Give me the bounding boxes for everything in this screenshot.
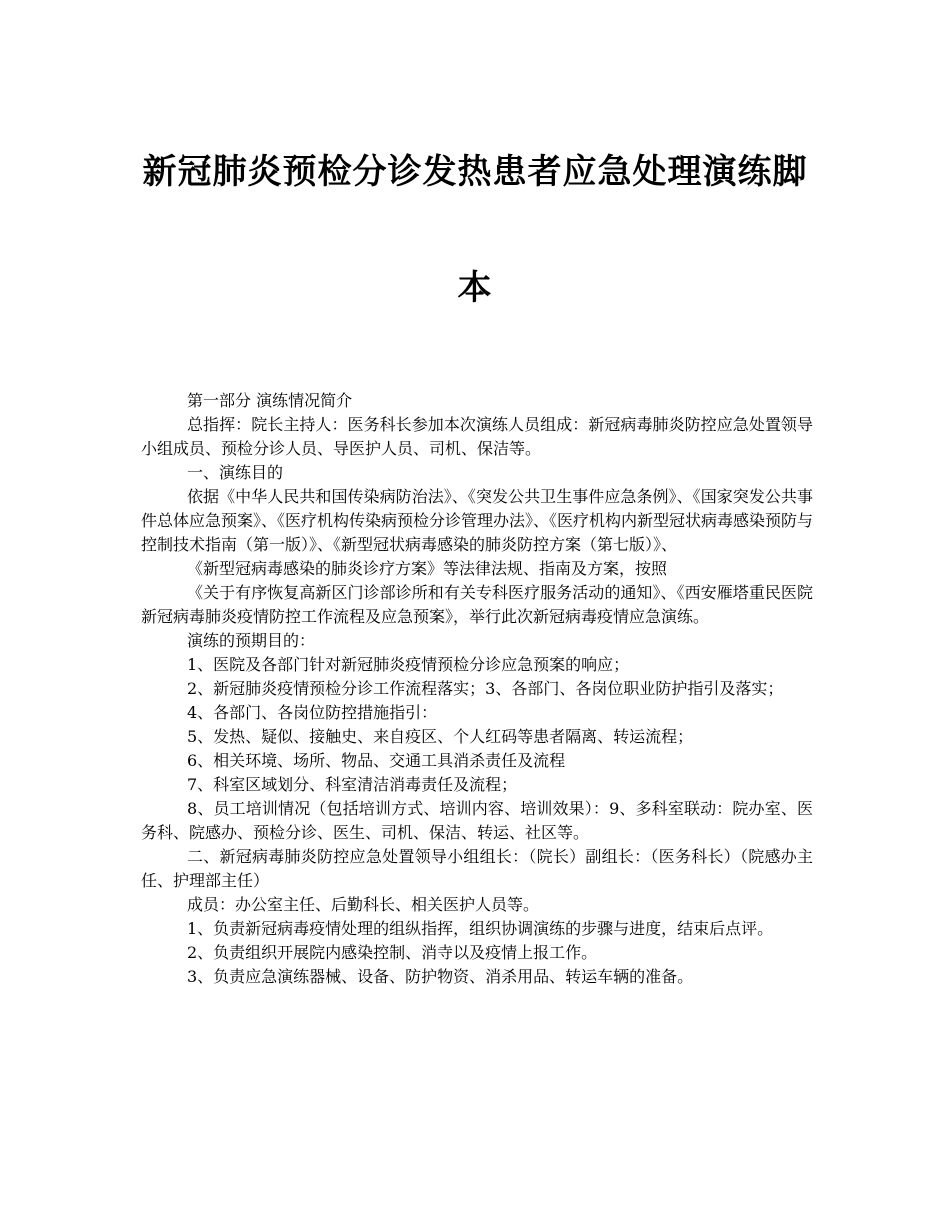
paragraph-diagnosis-plan: 《新型冠病毒感染的肺炎诊疗方案》等法律法规、指南及方案，按照 [187, 559, 668, 578]
paragraph-legal-basis: 依据《中华人民共和国传染病防治法》、《突发公共卫生事件应急条例》、《国家突发公共事件总体应急预案》、《医疗机构传染病预检分诊管理办法》、《医疗机构内新型冠状病毒感染预防与控制技术指南（第一版）》、《新型冠状病毒感染的肺炎防控方案（第七版）》、 [141, 487, 814, 554]
section-heading-leadership: 二、新冠病毒肺炎防控应急处置领导小组组长：（院长）副组长：（医务科长）（院感办主任、护理部主任） [141, 847, 813, 890]
paragraph-notice: 《关于有序恢复高新区门诊部诊所和有关专科医疗服务活动的通知》、《西安雁塔重民医院新冠病毒肺炎疫情防控工作流程及应急预案》，举行此次新冠病毒疫情应急演练。 [141, 583, 813, 626]
section-heading-part-one: 第一部分 演练情况简介 [187, 391, 353, 410]
paragraph-members: 成员：办公室主任、后勤科长、相关医护人员等。 [187, 895, 540, 914]
list-item-duty-3: 3、负责应急演练器械、设备、防护物资、消杀用品、转运车辆的准备。 [187, 967, 694, 986]
list-item-goal-5: 5、发热、疑似、接触史、来自疫区、个人红码等患者隔离、转运流程； [187, 727, 694, 746]
list-item-duty-2: 2、负责组织开展院内感染控制、消寺以及疫情上报工作。 [187, 943, 598, 962]
paragraph-expected-goals-heading: 演练的预期目的： [187, 631, 316, 650]
list-item-goal-4: 4、各部门、各岗位防控措施指引： [187, 703, 438, 722]
list-item-duty-1: 1、负责新冠病毒疫情处理的组纵指挥，组织协调演练的步骤与进度，结束后点评。 [187, 919, 774, 938]
list-item-goal-6: 6、相关环境、场所、物品、交通工具消杀责任及流程 [187, 751, 566, 770]
document-body [141, 389, 813, 989]
document-title-line-1: 新冠肺炎预检分诊发热患者应急处理演练脚 [142, 152, 808, 192]
list-item-goal-7: 7、科室区域划分、科室清洁消毒责任及流程； [187, 775, 518, 794]
section-heading-purpose: 一、演练目的 [187, 463, 284, 482]
document-title-line-2: 本 [457, 268, 493, 308]
list-item-goal-1: 1、医院及各部门针对新冠肺炎疫情预检分诊应急预案的响应； [187, 655, 630, 674]
paragraph-participants: 总指挥：院长主持人：医务科长参加本次演练人员组成：新冠病毒肺炎防控应急处置领导小组成员、预检分诊人员、导医护人员、司机、保洁等。 [141, 415, 813, 458]
list-item-goal-2-3: 2、新冠肺炎疫情预检分诊工作流程落实；3、各部门、各岗位职业防护指引及落实； [187, 679, 784, 698]
list-item-goal-8-9: 8、员工培训情况（包括培训方式、培训内容、培训效果）：9、多科室联动：院办室、医务科、院感办、预检分诊、医生、司机、保洁、转运、社区等。 [141, 799, 813, 842]
